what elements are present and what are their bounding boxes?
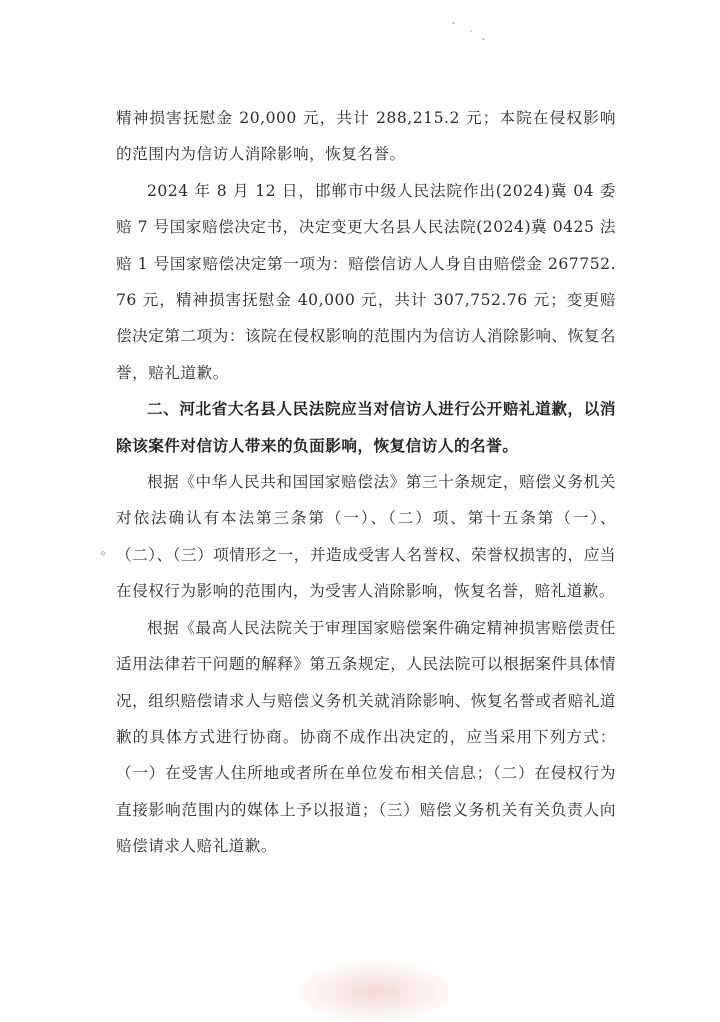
document-body (116, 100, 616, 865)
scan-speck (470, 30, 472, 32)
scan-speck (452, 22, 455, 24)
paragraph-compensation-first: 精神损害抚慰金 20,000 元，共计 288,215.2 元；本院在侵权影响的范围内为信访人消除影响，恢复名誉。 (116, 109, 616, 164)
paragraph-intermediate-court-decision: 2024 年 8 月 12 日，邯郸市中级人民法院作出(2024)冀 04 委赔 7 号国家赔偿决定书，决定变更大名县人民法院(2024)冀 0425 法赔 1 号国家赔偿决定第一项为：赔偿信访人人身自由赔偿金 267752.76 元，精神损害抚慰金 40,000 元，共计 307,752.76 元；变更赔偿决定第二项为：该院在侵权影响的范围内为信访人消除影响、恢复名誉，赔礼道歉。 (116, 181, 616, 382)
seal-stamp-smudge (300, 962, 450, 1022)
paragraph-supreme-court-interpretation: 根据《最高人民法院关于审理国家赔偿案件确定精神损害赔偿责任适用法律若干问题的解释》第五条规定，人民法院可以根据案件具体情况，组织赔偿请求人与赔偿义务机关就消除影响、恢复名誉或者赔礼道歉的具体方式进行协商。协商不成作出决定的，应当采用下列方式：（一）在受害人住所地或者所在单位发布相关信息；（二）在侵权行为直接影响范围内的媒体上予以报道；（三）赔偿义务机关有关负责人向赔偿请求人赔礼道歉。 (116, 618, 616, 856)
scan-mark: ⟡ (98, 547, 109, 560)
paragraph-state-compensation-law: 根据《中华人民共和国国家赔偿法》第三十条规定，赔偿义务机关对依法确认有本法第三条第（一）、（二）项、第十五条第（一）、（二）、（三）项情形之一，并造成受害人名誉权、荣誉权损害的，应当在侵权行为影响的范围内，为受害人消除影响，恢复名誉，赔礼道歉。 (116, 473, 616, 601)
scan-speck (482, 38, 485, 40)
section-heading-public-apology: 二、河北省大名县人民法院应当对信访人进行公开赔礼道歉，以消除该案件对信访人带来的负面影响，恢复信访人的名誉。 (116, 399, 616, 455)
